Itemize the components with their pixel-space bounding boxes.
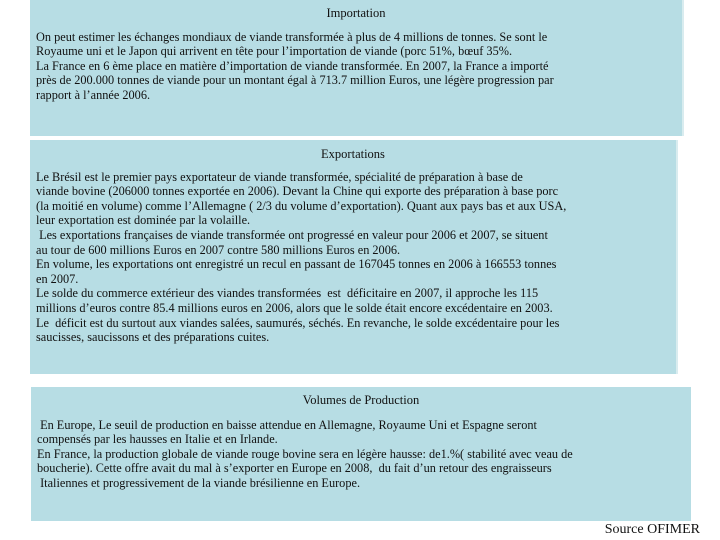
volumes-section xyxy=(31,387,691,521)
volumes-line-5: Italiennes et progressivement de la viande brésilienne en Europe. xyxy=(37,475,361,490)
exportations-line-12: saucisses, saucissons et des préparations cuites. xyxy=(36,330,270,345)
importation-line-5: rapport à l’année 2006. xyxy=(36,87,151,102)
exportations-line-6: au tour de 600 millions Euros en 2007 contre 580 millions Euros en 2006. xyxy=(36,242,401,257)
exportations-section xyxy=(30,140,678,374)
volumes-line-2: compensés par les hausses en Italie et en Irlande. xyxy=(37,432,278,447)
exportations-line-3: (la moitié en volume) comme l’Allemagne ( 2/3 du volume d’exportation). Quant aux pays bas et aux USA, xyxy=(36,198,567,213)
exportations-title: Exportations xyxy=(321,147,385,161)
volumes-title: Volumes de Production xyxy=(302,393,420,407)
importation-line-3: La France en 6 ème place en matière d’importation de viande transformée. En 2007, la France a importé xyxy=(36,58,549,73)
exportations-line-5: Les exportations françaises de viande transformée ont progressé en valeur pour 2006 et 2007, se situent xyxy=(36,227,548,242)
volumes-line-3: En France, la production globale de viande rouge bovine sera en légère hausse: de1.%( stabilité avec veau de xyxy=(37,446,573,461)
exportations-line-8: en 2007. xyxy=(36,271,79,286)
exportations-line-10: millions d’euros contre 85.4 millions euros en 2006, alors que le solde était encore excédentaire en 2003. xyxy=(36,300,553,315)
importation-line-1: On peut estimer les échanges mondiaux de viande transformée à plus de 4 millions de tonnes. Se sont le xyxy=(36,29,548,44)
exportations-line-1: Le Brésil est le premier pays exportateur de viande transformée, spécialité de préparation à base de xyxy=(36,169,523,184)
importation-title: Importation xyxy=(326,6,386,20)
volumes-line-1: En Europe, Le seuil de production en baisse attendue en Allemagne, Royaume Uni et Espagne seront xyxy=(37,417,537,432)
exportations-line-9: Le solde du commerce extérieur des viandes transformées est déficitaire en 2007, il approche les 115 xyxy=(36,286,539,301)
volumes-line-4: boucherie). Cette offre avait du mal à s’exporter en Europe en 2008, du fait d’un retour des engraisseurs xyxy=(37,461,552,476)
exportations-line-4: leur exportation est dominée par la volaille. xyxy=(36,213,251,228)
importation-section xyxy=(30,0,684,136)
source-credit: Source OFIMER xyxy=(604,522,700,537)
exportations-line-7: En volume, les exportations ont enregistré un recul en passant de 167045 tonnes en 2006 à 166553 tonnes xyxy=(36,257,557,272)
exportations-line-11: Le déficit est du surtout aux viandes salées, saumurés, séchés. En revanche, le solde excédentaire pour les xyxy=(36,315,560,330)
exportations-line-2: viande bovine (206000 tonnes exportée en 2006). Devant la Chine qui exporte des préparation à base porc xyxy=(36,184,559,199)
importation-line-4: près de 200.000 tonnes de viande pour un montant égal à 713.7 million Euros, une légère progression par xyxy=(36,73,554,88)
importation-line-2: Royaume uni et le Japon qui arrivent en tête pour l’importation de viande (porc 51%, bœuf 35%. xyxy=(36,44,513,59)
